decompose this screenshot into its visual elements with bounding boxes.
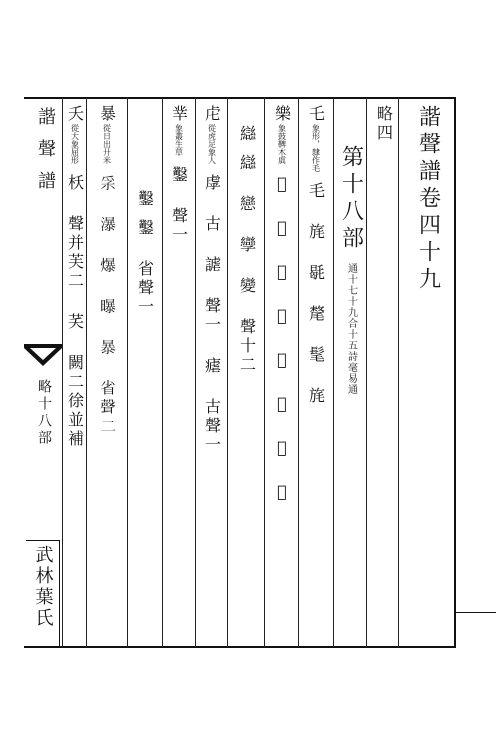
- margin-title: 諧聲譜: [35, 107, 56, 203]
- entry-note: 象鼓鞞木虡: [277, 124, 287, 164]
- entry-head: 乇: [306, 105, 326, 124]
- entry-note: 從大象屈形: [70, 124, 80, 164]
- entry-note: 象叢生草: [174, 124, 184, 156]
- publisher-name: 武林葉氏: [32, 545, 54, 629]
- column-rule: [227, 97, 228, 648]
- entry-list: 虖 古 謔 聲一 瘧 古聲一: [202, 174, 222, 455]
- entry-head: 鑿: [135, 190, 155, 209]
- entry-column-1: [302, 105, 330, 406]
- entry-list: 枖 聲并芙二 芺 闕二徐並補: [65, 174, 85, 449]
- entry-column-8: [64, 105, 86, 449]
- column-rule: [127, 97, 128, 648]
- column-rule: [398, 97, 399, 648]
- entry-head: 暴: [97, 105, 117, 124]
- entry-note: 從虎足象人: [207, 124, 217, 164]
- entry-note: 從日出廾米: [102, 124, 112, 164]
- column-rule: [264, 97, 265, 648]
- column-rule: [333, 97, 334, 648]
- entry-column-3: [232, 125, 262, 375]
- book-title-column: [404, 105, 452, 294]
- section-note: 通十七十九合十五詩毫易通: [345, 263, 357, 395]
- entry-list: 𤓰 爍 櫟 濼 樂 礫 藥 濼: [272, 174, 292, 504]
- fish-tail-mark-icon: [24, 342, 62, 372]
- column-rule: [162, 97, 163, 648]
- entry-list: 鑿 省聲一: [135, 219, 155, 317]
- book-title: 諧聲譜卷四十九: [415, 105, 441, 294]
- entry-list: 毛 旄 毼 氂 髦 旄: [306, 182, 326, 406]
- entry-note: 象形，隸作毛: [311, 124, 321, 172]
- entry-column-2: [268, 105, 296, 504]
- entry-list: 𤓽 瀑 爆 曝 暴 省聲二: [98, 174, 117, 436]
- entry-head: 夭: [65, 105, 85, 124]
- publisher-box: [26, 540, 60, 648]
- page-edge-mark: [456, 612, 496, 641]
- entry-head: 䜌: [237, 125, 257, 144]
- entry-column-6: [130, 190, 160, 317]
- entry-list: 䜌 戀 孿 變 聲十二: [237, 154, 257, 375]
- entry-head: 虍: [202, 105, 222, 124]
- section-column: [338, 145, 364, 395]
- entry-column-5: [166, 105, 192, 245]
- entry-head: 樂: [272, 105, 292, 124]
- entry-column-7: [90, 105, 124, 436]
- category-column: [372, 105, 396, 143]
- margin-section: 略十八部: [36, 379, 52, 447]
- column-rule: [195, 97, 196, 648]
- entry-list: 鑿 聲一: [169, 166, 189, 245]
- category-label: 略四: [374, 105, 394, 143]
- column-rule: [298, 97, 299, 648]
- entry-column-4: [199, 105, 225, 455]
- entry-head: 丵: [169, 105, 189, 124]
- section-title: 第十八部: [338, 145, 364, 253]
